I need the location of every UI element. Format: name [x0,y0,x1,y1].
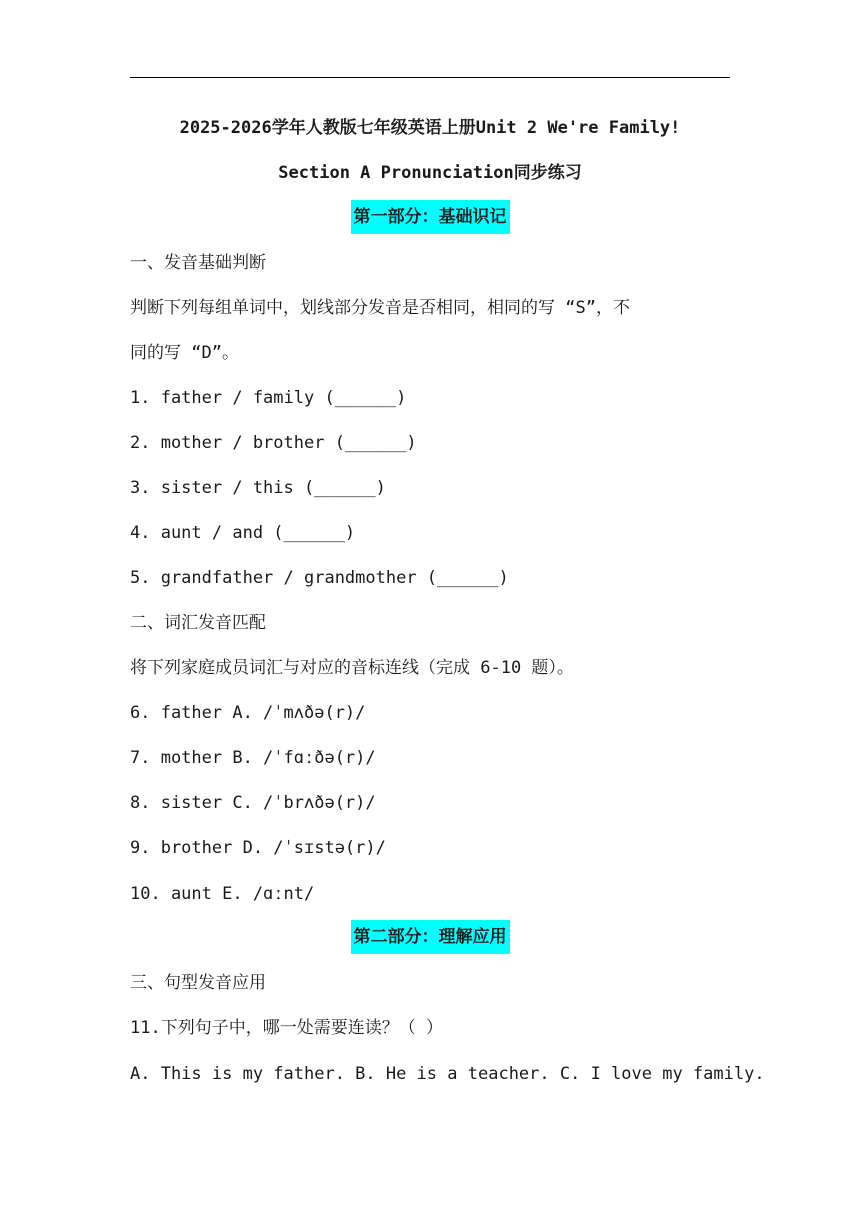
question-4: 4. aunt / and (______) [130,523,356,543]
question-3: 3. sister / this (______) [130,478,386,498]
section1-heading: 一、发音基础判断 [130,253,266,273]
question-9: 9. brother D. /ˈsɪstə(r)/ [130,838,386,858]
section3-heading: 三、句型发音应用 [130,973,266,993]
section2-heading: 二、词汇发音匹配 [130,613,266,633]
question-11-options: A. This is my father. B. He is a teacher. C. I love my family. [130,1064,765,1084]
doc-title-line1: 2025-2026学年人教版七年级英语上册Unit 2 We're Family! [179,118,681,138]
question-8: 8. sister C. /ˈbrʌðə(r)/ [130,793,376,813]
question-1: 1. father / family (______) [130,388,407,408]
question-6: 6. father A. /ˈmʌðə(r)/ [130,703,366,723]
question-11: 11.下列句子中，哪一处需要连读？（ ） [130,1018,443,1038]
part1-heading: 第一部分：基础识记 [351,200,510,234]
part1-heading-wrap [130,200,730,234]
part2-heading-wrap [130,920,730,954]
doc-title-line2: Section A Pronunciation同步练习 [278,163,582,183]
section2-instruction: 将下列家庭成员词汇与对应的音标连线（完成 6-10 题）。 [130,658,574,678]
section1-instruction-b: 同的写 “D”。 [130,343,239,363]
header-rule [130,77,730,78]
section1-instruction-a: 判断下列每组单词中，划线部分发音是否相同，相同的写 “S”，不 [130,298,630,318]
question-10: 10. aunt E. /ɑːnt/ [130,884,315,904]
question-5: 5. grandfather / grandmother (______) [130,568,509,588]
part2-heading: 第二部分：理解应用 [351,920,510,954]
question-2: 2. mother / brother (______) [130,433,417,453]
question-7: 7. mother B. /ˈfɑːðə(r)/ [130,748,376,768]
